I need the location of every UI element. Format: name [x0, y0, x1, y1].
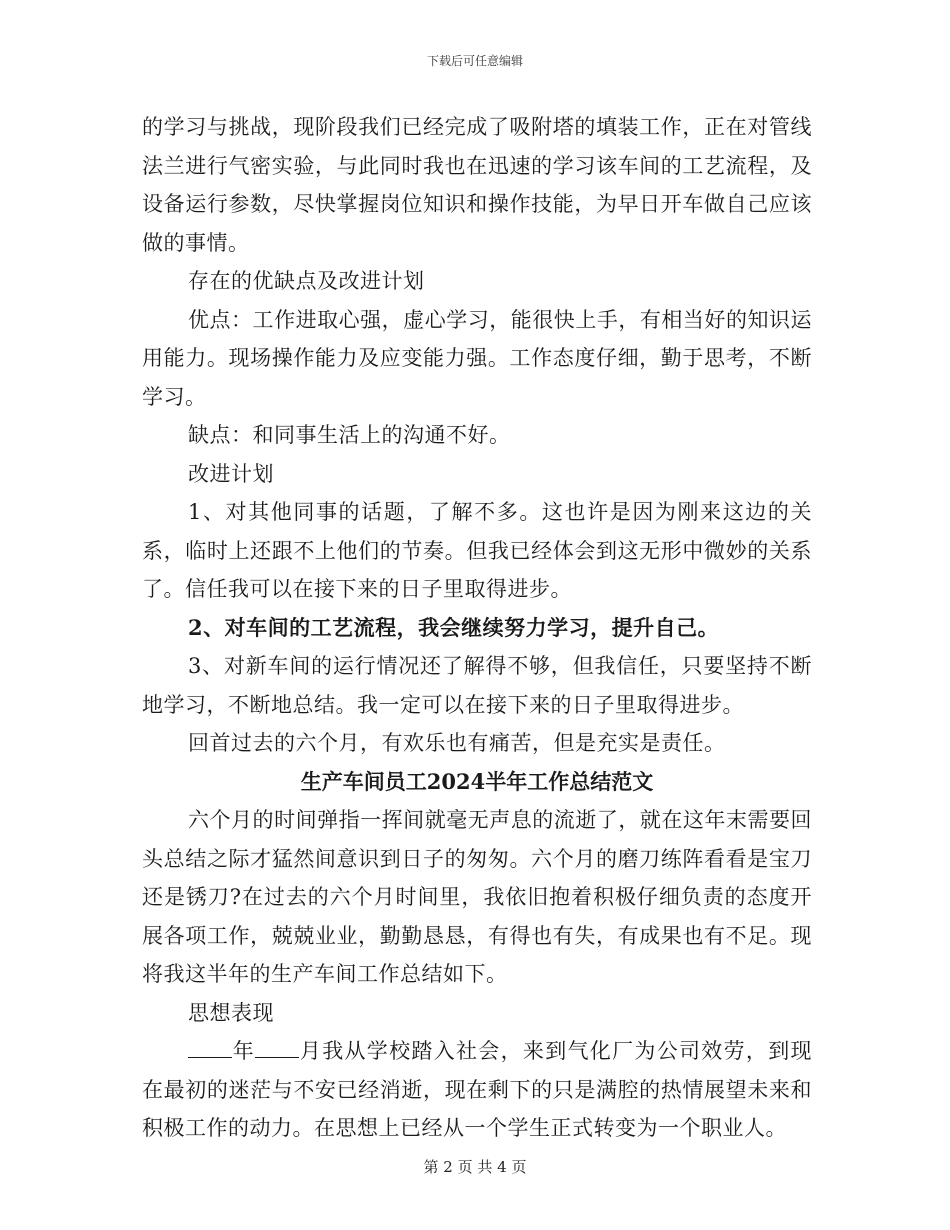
heading-improvement-plan: 改进计划 [188, 461, 274, 486]
paragraph-plan-item-2: 2、对车间的工艺流程，我会继续努力学习，提升自己。 [188, 614, 720, 640]
paragraph-summary-intro: 六个月的时间弹指一挥间就毫无声息的流逝了，就在这年末需要回头总结之际才猛然间意识到日子的匆匆。六个月的磨刀练阵看看是宝刀还是锈刀?在过去的六个月时间里，我依旧抱着积极仔细负责的态度开展各项工作，兢兢业业，勤勤恳恳，有得也有失，有成果也有不足。现将我这半年的生产车间工作总结如下。 [142, 808, 812, 986]
paragraph-closing: 回首过去的六个月，有欢乐也有痛苦，但是充实是责任。 [188, 731, 726, 755]
section-title: 生产车间员工2024半年工作总结范文 [300, 768, 654, 794]
month-blank [255, 1039, 299, 1058]
heading-ideological-performance: 思想表现 [188, 1000, 274, 1025]
page-footer: 第 2 页 共 4 页 [423, 1158, 527, 1176]
document-body [142, 108, 812, 1148]
paragraph-strengths: 优点：工作进取心强，虚心学习，能很快上手，有相当好的知识运用能力。现场操作能力及应变能力强。工作态度仔细，勤于思考，不断学习。 [142, 307, 812, 409]
page-header: 下载后可任意编辑 [426, 54, 523, 68]
year-suffix: 年 [232, 1039, 256, 1063]
paragraph-weaknesses: 缺点：和同事生活上的沟通不好。 [188, 423, 511, 447]
year-blank [188, 1039, 232, 1058]
paragraph-ideology [142, 1032, 812, 1148]
paragraph-plan-item-3: 3、对新车间的运行情况还了解得不够，但我信任，只要坚持不断地学习，不断地总结。我一定可以在接下来的日子里取得进步。 [142, 654, 812, 717]
heading-pros-cons: 存在的优缺点及改进计划 [188, 269, 425, 293]
paragraph-plan-item-1: 1、对其他同事的话题，了解不多。这也许是因为刚来这边的关系，临时上还跟不上他们的节奏。但我已经体会到这无形中微妙的关系了。信任我可以在接下来的日子里取得进步。 [142, 500, 812, 601]
paragraph-intro-continuation: 的学习与挑战，现阶段我们已经完成了吸附塔的填装工作，正在对管线法兰进行气密实验，与此同时我也在迅速的学习该车间的工艺流程，及设备运行参数，尽快掌握岗位知识和操作技能，为早日开车做自己应该做的事情。 [142, 115, 812, 255]
ideology-text: 月我从学校踏入社会，来到气化厂为公司效劳，到现在最初的迷茫与不安已经消逝，现在剩下的只是满腔的热情展望未来和积极工作的动力。在思想上已经从一个学生正式转变为一个职业人。 [142, 1039, 813, 1140]
